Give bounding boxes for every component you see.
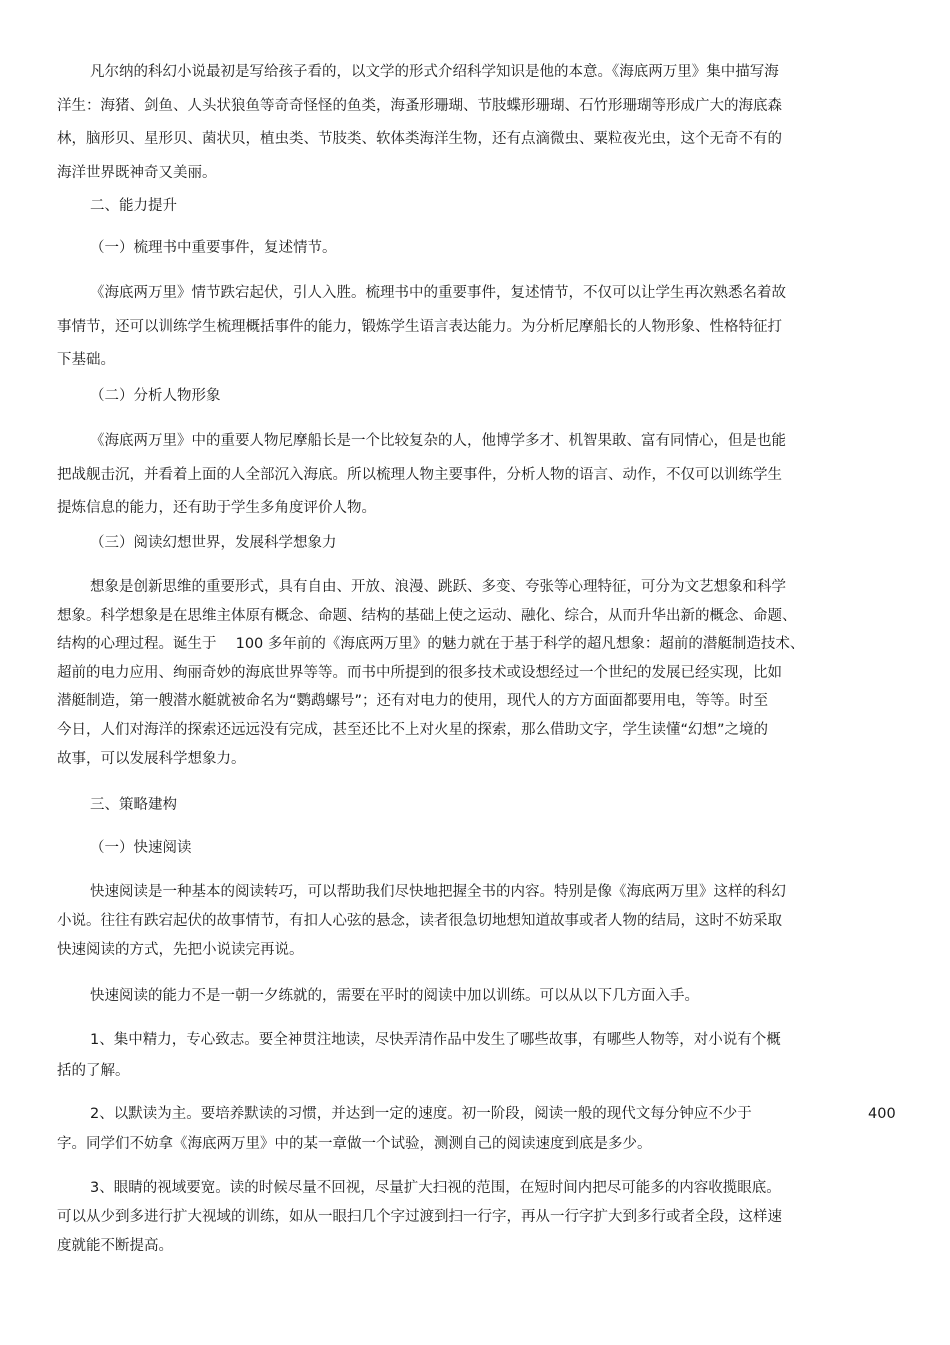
reading-speed-number: 400 [868,1106,896,1122]
paragraph [0,62,950,185]
text-line: 小说。往往有跌宕起伏的故事情节，有扣人心弦的悬念，读者很急切地想知道故事或者人物的结局，这时不妨采取 [57,913,782,929]
text-line: 《海底两万里》中的重要人物尼摩船长是一个比较复杂的人，他博学多才、机智果敢、富有同情心，但是也能 [90,433,786,449]
text-line: （二）分析人物形象 [90,388,221,404]
text-line: 《海底两万里》情节跌宕起伏，引人入胜。梳理书中的重要事件，复述情节，不仅可以让学生再次熟悉名着故 [90,285,786,301]
text-line: 度就能不断提高。 [57,1238,173,1254]
text-line: 今日，人们对海洋的探索还远远没有完成，甚至还比不上对火星的探索，那么借助文字，学生读懂“幻想”之境的 [57,722,769,738]
section-heading [0,196,950,218]
text-line: （一）梳理书中重要事件，复述情节。 [90,240,337,256]
text-line: 二、能力提升 [90,198,177,214]
section-heading [0,238,950,260]
text-line: 超前的电力应用、绚丽奇妙的海底世界等等。而书中所提到的很多技术或设想经过一个世纪的发展已经实现，比如 [57,664,782,681]
paragraph [0,1178,950,1258]
text-line: 海洋世界既神奇又美丽。 [57,164,217,181]
text-line: 提炼信息的能力，还有助于学生多角度评价人物。 [57,500,376,516]
paragraph [0,1104,950,1156]
text-line: （一）快速阅读 [90,840,192,856]
text-line: 快速阅读是一种基本的阅读转巧，可以帮助我们尽快地把握全书的内容。特别是像《海底两万里》这样的科幻 [90,884,786,900]
text-line: 快速阅读的能力不是一朝一夕练就的，需要在平时的阅读中加以训练。可以从以下几方面入手。 [90,988,699,1004]
text-line: 想象。科学想象是在思维主体原有概念、命题、结构的基础上使之运动、融化、综合，从而升华出新的概念、命题、 [57,607,797,624]
text-line: 括的了解。 [57,1063,130,1079]
text-line: 凡尔纳的科幻小说最初是写给孩子看的，以文学的形式介绍科学知识是他的本意。《海底两万里》集中描写海 [90,64,779,80]
text-line: 洋生：海猪、剑鱼、人头状狼鱼等奇奇怪怪的鱼类，海蚤形珊瑚、节肢蝶形珊瑚、石竹形珊瑚等形成广大的海底森 [57,97,782,114]
text-line: 快速阅读的方式，先把小说读完再说。 [57,942,304,958]
paragraph [0,1030,950,1083]
text-line: 结构的心理过程。诞生于 100 多年前的《海底两万里》的魅力就在于基于科学的超凡想象：超前的潜艇制造技术、 [57,636,805,653]
text-line: 事情节，还可以训练学生梳理概括事件的能力，锻炼学生语言表达能力。为分析尼摩船长的人物形象、性格特征打 [57,318,782,335]
section-heading [0,838,950,860]
text-line: 故事，可以发展科学想象力。 [57,750,246,767]
text-line: 潜艇制造，第一艘潜水艇就被命名为“鹦鹉螺号”；还有对电力的使用，现代人的方方面面都要用电，等等。时至 [57,693,769,710]
text-line: 林，脑形贝、星形贝、菌状贝，植虫类、节肢类、软体类海洋生物，还有点滴微虫、粟粒夜光虫，这个无奇不有的 [57,131,782,147]
text-line: 字。同学们不妨拿《海底两万里》中的某一章做一个试验，测测自己的阅读速度到底是多少。 [57,1136,652,1152]
section-heading [0,386,950,408]
text-line: 2、以默读为主。要培养默读的习惯，并达到一定的速度。初一阶段，阅读一般的现代文每分钟应不少于 [90,1106,752,1122]
text-line: 想象是创新思维的重要形式，具有自由、开放、浪漫、跳跃、多变、夸张等心理特征，可分为文艺想象和科学 [90,579,786,595]
text-line: 3、眼睛的视域要宽。读的时候尽量不回视，尽量扩大扫视的范围，在短时间内把尽可能多的内容收揽眼底。 [90,1180,781,1196]
text-line: 可以从少到多进行扩大视域的训练，如从一眼扫几个字过渡到扫一行字，再从一行字扩大到多行或者全段，这样速 [57,1209,782,1225]
text-line: 三、策略建构 [90,797,177,813]
text-line: （三）阅读幻想世界，发展科学想象力 [90,535,337,551]
paragraph [0,431,950,520]
paragraph [0,577,950,771]
section-heading [0,795,950,817]
text-line: 把战舰击沉，并看着上面的人全部沉入海底。所以梳理人物主要事件，分析人物的语言、动作，不仅可以训练学生 [57,466,782,483]
paragraph [0,882,950,962]
section-heading [0,533,950,555]
text-line: 下基础。 [57,352,115,368]
text-line: 1、集中精力，专心致志。要全神贯注地读，尽快弄清作品中发生了哪些故事，有哪些人物等，对小说有个概 [90,1032,781,1048]
paragraph [0,283,950,372]
paragraph [0,986,950,1008]
